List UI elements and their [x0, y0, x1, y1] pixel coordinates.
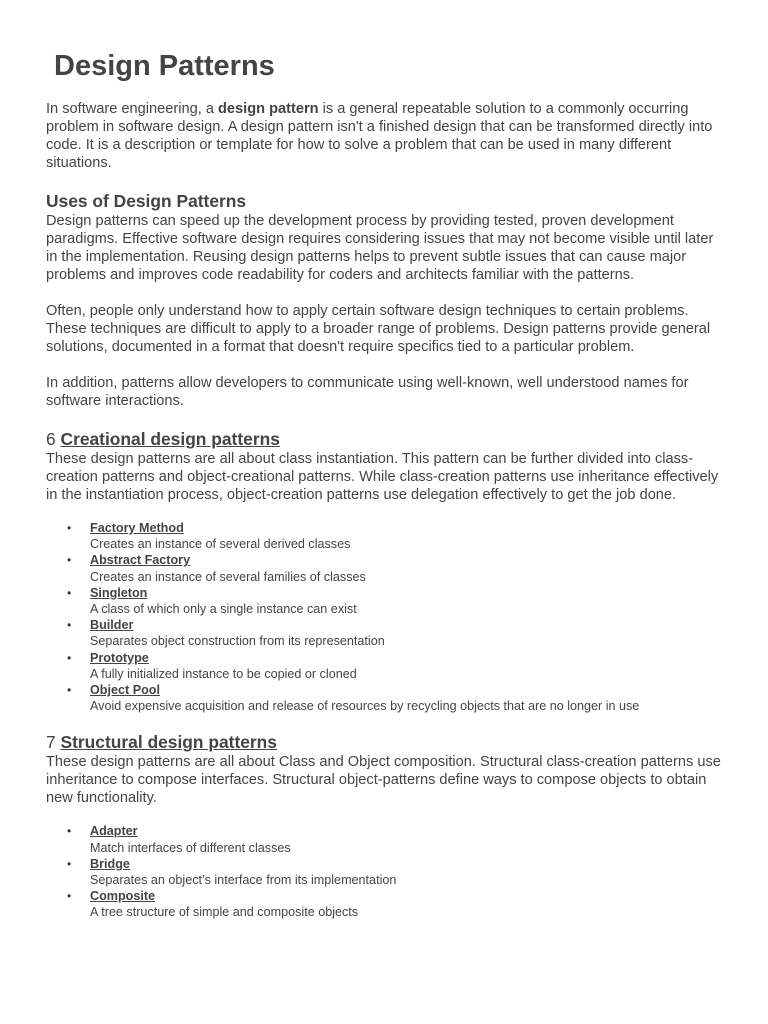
pattern-description: A fully initialized instance to be copied or cloned — [90, 666, 357, 681]
page-title: Design Patterns — [54, 50, 275, 82]
bullet-icon: • — [67, 856, 72, 871]
pattern-link-object-pool[interactable]: Object Pool — [90, 683, 160, 698]
creational-pattern-list — [46, 520, 722, 714]
structural-pattern-list — [46, 823, 722, 920]
pattern-description: Match interfaces of different classes — [90, 840, 291, 855]
creational-count: 6 — [46, 429, 56, 449]
structural-description: These design patterns are all about Class and Object composition. Structural class-creation patterns use inheritance to compose interfaces. Structural object-patterns define ways to compose objects to obtain new functionality. — [46, 754, 721, 807]
pattern-link-singleton[interactable]: Singleton — [90, 585, 148, 600]
pattern-description: Creates an instance of several derived classes — [90, 537, 351, 552]
pattern-link-factory-method[interactable]: Factory Method — [90, 521, 184, 535]
bullet-icon: • — [67, 824, 72, 839]
uses-heading: Uses of Design Patterns — [46, 191, 247, 211]
list-item — [67, 856, 722, 888]
list-item — [67, 650, 722, 682]
pattern-description: Avoid expensive acquisition and release of resources by recycling objects that are no longer in use — [90, 699, 640, 714]
bullet-icon: • — [67, 553, 72, 568]
pattern-link-adapter[interactable]: Adapter — [90, 824, 138, 839]
bullet-icon: • — [67, 521, 72, 535]
structural-heading-link[interactable]: Structural design patterns — [60, 732, 277, 753]
intro-bold-term: design pattern — [218, 101, 319, 117]
bullet-icon: • — [67, 618, 72, 633]
pattern-link-abstract-factory[interactable]: Abstract Factory — [90, 553, 191, 568]
pattern-link-builder[interactable]: Builder — [90, 618, 134, 633]
uses-paragraph-2: Often, people only understand how to apply certain software design techniques to certain problems. These techniques are difficult to apply to a broader range of problems. Design patterns provide general solutions, documented in a format that doesn't require specifics tied to a particular problem. — [46, 303, 711, 355]
list-item — [67, 888, 722, 920]
intro-paragraph — [46, 100, 722, 172]
pattern-link-prototype[interactable]: Prototype — [90, 650, 149, 665]
structural-heading — [46, 731, 722, 753]
bullet-icon: • — [67, 650, 72, 665]
intro-text-before: In software engineering, a — [46, 101, 218, 117]
list-item — [67, 617, 722, 649]
creational-heading — [46, 428, 722, 450]
intro-text-after: is a general repeatable solution to a commonly occurring problem in software design. A design pattern isn't a finished design that can be transformed directly into code. It is a description or template for how to solve a problem that can be used in many different situations. — [46, 101, 713, 171]
list-item — [67, 520, 722, 552]
bullet-icon: • — [67, 889, 72, 904]
list-item — [67, 682, 722, 714]
structural-count: 7 — [46, 732, 56, 753]
list-item — [67, 585, 722, 617]
pattern-link-bridge[interactable]: Bridge — [90, 856, 130, 871]
uses-paragraph-1: Design patterns can speed up the development process by providing tested, proven development paradigms. Effective software design requires considering issues that may not become visible until later in the implementation. Reusing design patterns helps to prevent subtle issues that can cause major problems and improves code readability for coders and architects familiar with the patterns. — [46, 213, 714, 283]
list-item — [67, 552, 722, 584]
creational-heading-link[interactable]: Creational design patterns — [60, 429, 280, 449]
pattern-description: Separates object construction from its representation — [90, 634, 385, 649]
pattern-description: Creates an instance of several families of classes — [90, 569, 366, 584]
pattern-description: Separates an object’s interface from its implementation — [90, 873, 397, 888]
pattern-link-composite[interactable]: Composite — [90, 889, 156, 904]
bullet-icon: • — [67, 585, 72, 600]
list-item — [67, 823, 722, 855]
pattern-description: A tree structure of simple and composite objects — [90, 905, 359, 920]
pattern-description: A class of which only a single instance can exist — [90, 602, 357, 617]
bullet-icon: • — [67, 683, 72, 698]
creational-description: These design patterns are all about class instantiation. This pattern can be further divided into class-creation patterns and object-creational patterns. While class-creation patterns use inheritance effectively in the instantiation process, object-creation patterns use delegation effectively to get the job done. — [46, 451, 719, 503]
uses-paragraph-3: In addition, patterns allow developers to communicate using well-known, well understood names for software interactions. — [46, 375, 689, 409]
